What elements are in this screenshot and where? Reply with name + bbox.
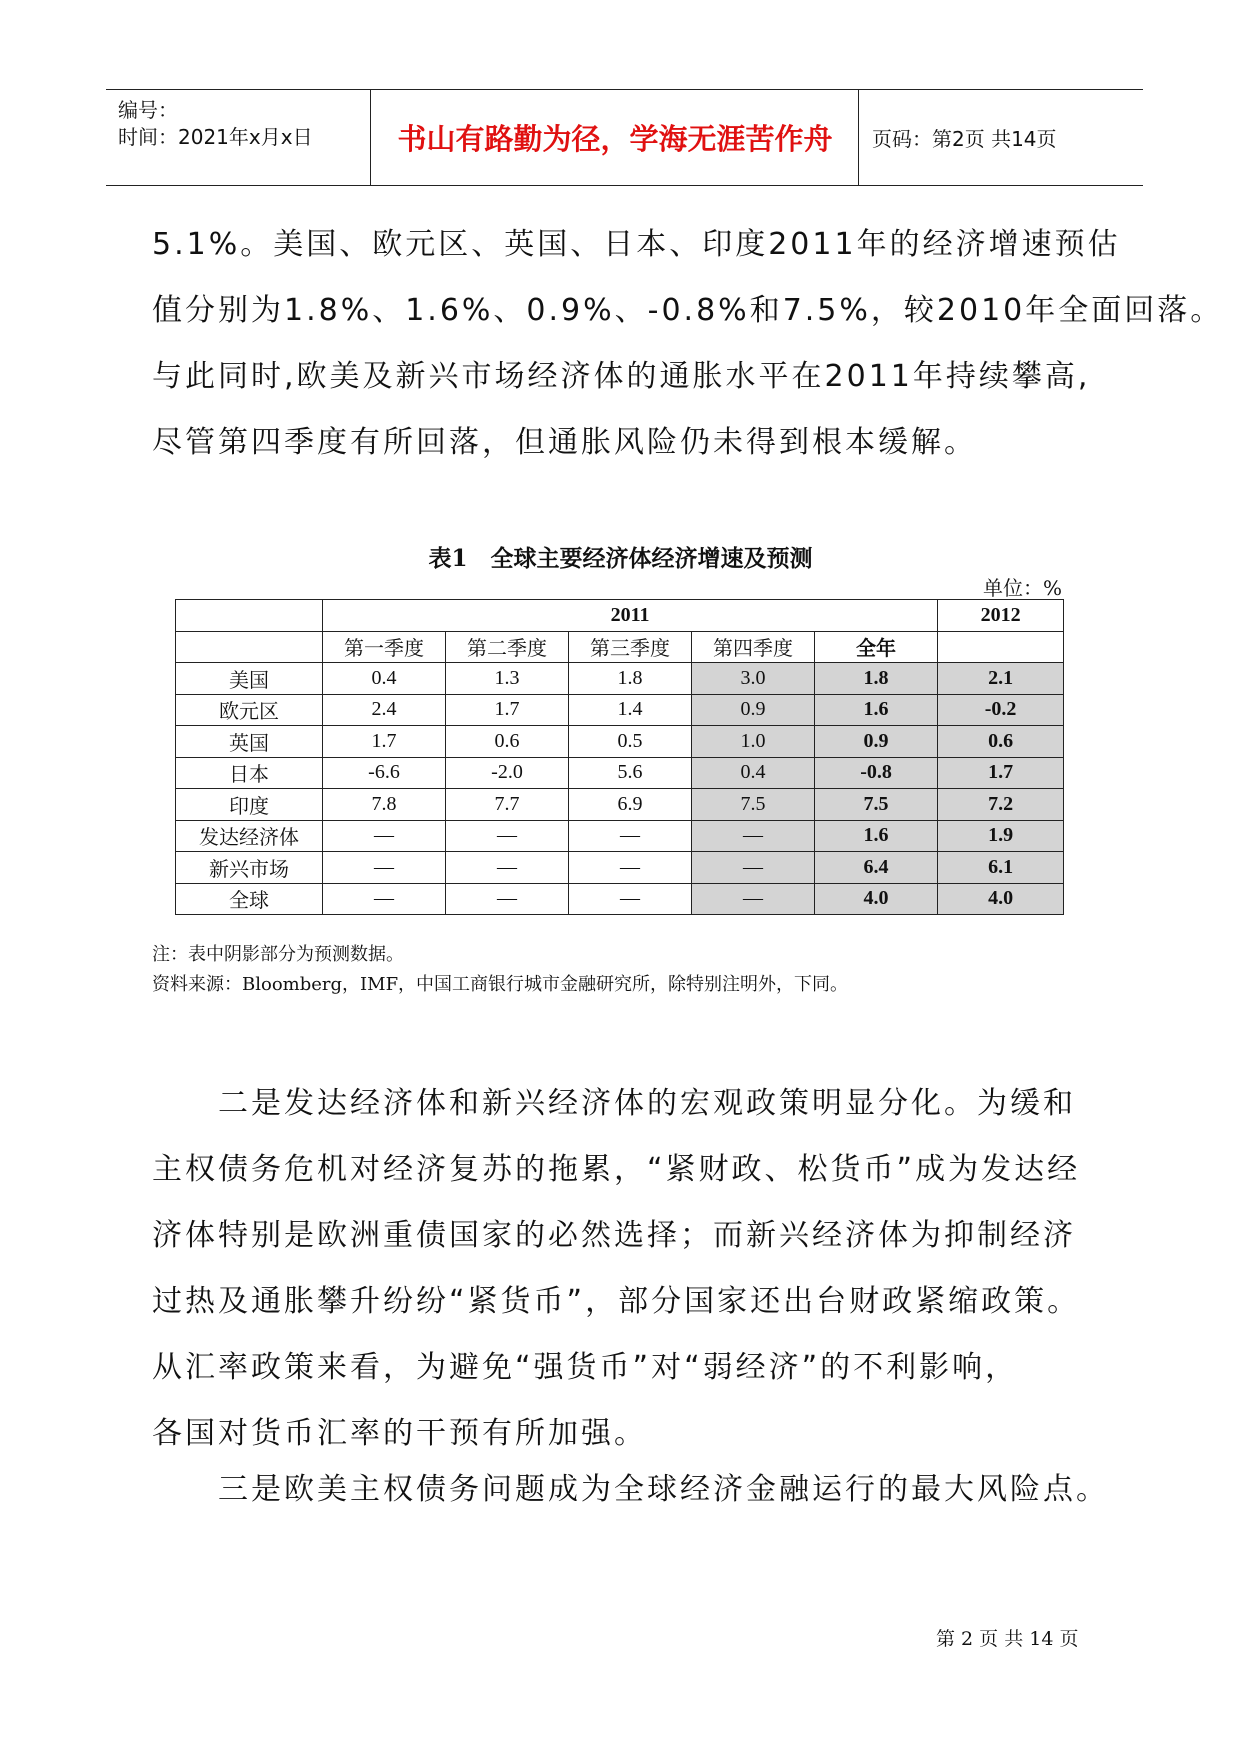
col-header-year: 全年: [815, 631, 938, 663]
year-cell: 7.5: [815, 789, 938, 821]
row-name-cell: 印度: [176, 789, 323, 821]
paragraph-line: 二是发达经济体和新兴经济体的宏观政策明显分化。为缓和: [152, 1086, 1076, 1121]
q3-cell: —: [569, 852, 692, 884]
y2012-cell: -0.2: [938, 694, 1064, 726]
q3-cell: 0.5: [569, 726, 692, 758]
page-header: [106, 89, 1143, 186]
header-motto: 书山有路勤为径，学海无涯苦作舟: [372, 90, 859, 185]
q4-cell: —: [692, 883, 815, 915]
table-row: [176, 789, 1064, 821]
q1-cell: -6.6: [323, 757, 446, 789]
q1-cell: 1.7: [323, 726, 446, 758]
paragraph-line: 与此同时,欧美及新兴市场经济体的通胀水平在2011年持续攀高,: [152, 359, 1091, 394]
row-name-cell: 日本: [176, 757, 323, 789]
q4-cell: 0.9: [692, 694, 815, 726]
year-cell: 0.9: [815, 726, 938, 758]
q1-cell: 7.8: [323, 789, 446, 821]
table-row: [176, 820, 1064, 852]
header-meta: [106, 90, 371, 185]
table-source: 资料来源：Bloomberg，IMF，中国工商银行城市金融研究所，除特别注明外，下同。: [152, 974, 849, 995]
table-corner-cell: [176, 631, 323, 663]
page-footer: 第 2 页 共 14 页: [936, 1628, 1079, 1650]
q4-cell: —: [692, 820, 815, 852]
col-header-q3: 第三季度: [569, 631, 692, 663]
row-name-cell: 发达经济体: [176, 820, 323, 852]
year-cell: 6.4: [815, 852, 938, 884]
paragraph-line: 过热及通胀攀升纷纷“紧货币”，部分国家还出台财政紧缩政策。: [152, 1284, 1081, 1319]
q3-cell: —: [569, 820, 692, 852]
q1-cell: 0.4: [323, 663, 446, 695]
paragraph-line: 主权债务危机对经济复苏的拖累，“紧财政、松货币”成为发达经: [152, 1152, 1081, 1187]
q3-cell: —: [569, 883, 692, 915]
q3-cell: 6.9: [569, 789, 692, 821]
q2-cell: -2.0: [446, 757, 569, 789]
paragraph-1: [152, 212, 1224, 476]
row-name-cell: 全球: [176, 883, 323, 915]
table-row: [176, 663, 1064, 695]
table-row: [176, 852, 1064, 884]
row-name-cell: 新兴市场: [176, 852, 323, 884]
q1-cell: —: [323, 883, 446, 915]
table-row: [176, 757, 1064, 789]
y2012-cell: 7.2: [938, 789, 1064, 821]
q4-cell: 3.0: [692, 663, 815, 695]
q2-cell: 7.7: [446, 789, 569, 821]
q2-cell: —: [446, 883, 569, 915]
y2012-cell: 1.7: [938, 757, 1064, 789]
q3-cell: 1.8: [569, 663, 692, 695]
col-header-2012: [938, 631, 1064, 663]
paragraph-line: 5.1%。美国、欧元区、英国、日本、印度2011年的经济增速预估: [152, 227, 1121, 262]
q4-cell: —: [692, 852, 815, 884]
paragraph-line: 三是欧美主权债务问题成为全球经济金融运行的最大风险点。: [152, 1472, 1109, 1507]
table-row: [176, 726, 1064, 758]
y2012-cell: 2.1: [938, 663, 1064, 695]
q3-cell: 1.4: [569, 694, 692, 726]
q1-cell: —: [323, 852, 446, 884]
growth-table: [175, 599, 1064, 915]
q4-cell: 7.5: [692, 789, 815, 821]
header-page-label: 页码：第2页 共14页: [872, 127, 1057, 151]
table-row: [176, 694, 1064, 726]
y2012-cell: 4.0: [938, 883, 1064, 915]
table-row: [176, 883, 1064, 915]
table-subheader-row: [176, 631, 1064, 663]
table-corner-cell: [176, 600, 323, 632]
col-header-q1: 第一季度: [323, 631, 446, 663]
year-2011-header: 2011: [323, 600, 938, 632]
year-cell: 1.6: [815, 820, 938, 852]
q2-cell: 1.7: [446, 694, 569, 726]
q1-cell: 2.4: [323, 694, 446, 726]
table-title: 表1 全球主要经济体经济增速及预测: [428, 545, 813, 572]
table-note: 注：表中阴影部分为预测数据。: [152, 944, 404, 965]
y2012-cell: 1.9: [938, 820, 1064, 852]
paragraph-line: 济体特别是欧洲重债国家的必然选择；而新兴经济体为抑制经济: [152, 1218, 1076, 1253]
q2-cell: —: [446, 820, 569, 852]
paragraph-3: [152, 1457, 1127, 1523]
q4-cell: 1.0: [692, 726, 815, 758]
year-cell: 4.0: [815, 883, 938, 915]
q4-cell: 0.4: [692, 757, 815, 789]
q3-cell: 5.6: [569, 757, 692, 789]
paragraph-line: 值分别为1.8%、1.6%、0.9%、-0.8%和7.5%，较2010年全面回落。: [152, 293, 1224, 328]
row-name-cell: 欧元区: [176, 694, 323, 726]
y2012-cell: 6.1: [938, 852, 1064, 884]
year-cell: 1.6: [815, 694, 938, 726]
col-header-q2: 第二季度: [446, 631, 569, 663]
q2-cell: 0.6: [446, 726, 569, 758]
row-name-cell: 美国: [176, 663, 323, 695]
table-unit: 单位：%: [982, 576, 1062, 600]
year-2012-header: 2012: [938, 600, 1064, 632]
col-header-q4: 第四季度: [692, 631, 815, 663]
year-cell: 1.8: [815, 663, 938, 695]
q2-cell: 1.3: [446, 663, 569, 695]
paragraph-line: 从汇率政策来看，为避免“强货币”对“弱经济”的不利影响，: [152, 1350, 1019, 1385]
y2012-cell: 0.6: [938, 726, 1064, 758]
year-cell: -0.8: [815, 757, 938, 789]
number-label: 编号：: [118, 98, 178, 122]
table-header-row: [176, 600, 1064, 632]
paragraph-2: [152, 1071, 1127, 1467]
q1-cell: —: [323, 820, 446, 852]
q2-cell: —: [446, 852, 569, 884]
row-name-cell: 英国: [176, 726, 323, 758]
paragraph-line: 尽管第四季度有所回落，但通胀风险仍未得到根本缓解。: [152, 425, 977, 460]
paragraph-line: 各国对货币汇率的干预有所加强。: [152, 1416, 647, 1451]
time-label: 时间：2021年x月x日: [118, 125, 313, 149]
